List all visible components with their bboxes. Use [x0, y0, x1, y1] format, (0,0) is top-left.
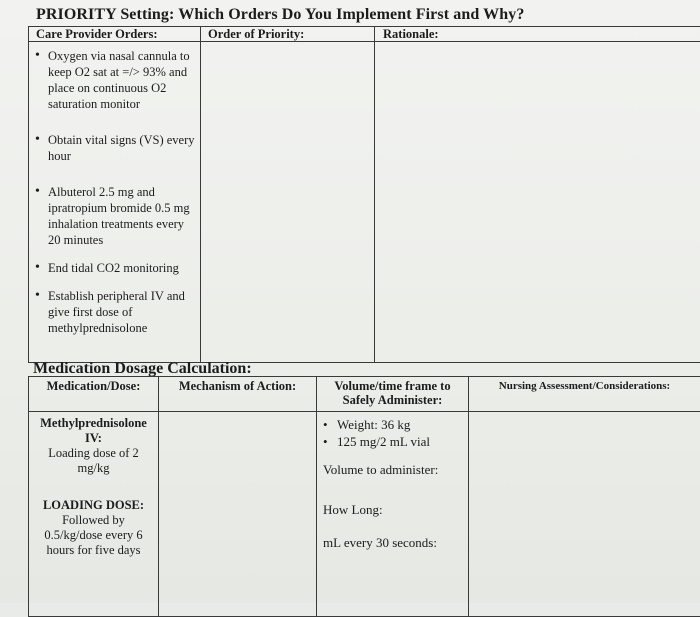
ml-every-label: mL every 30 seconds:	[323, 535, 464, 550]
vial-item: • 125 mg/2 mL vial	[323, 433, 464, 450]
medication-header-row	[29, 377, 700, 412]
medication-dose-header: Medication/Dose:	[29, 377, 159, 412]
order-oxygen: • Oxygen via nasal cannula to keep O2 sat at =/> 93% and place on continuous O2 saturation monitor	[35, 48, 196, 112]
orders-cell	[29, 42, 201, 363]
volume-cell	[317, 412, 469, 617]
order-albuterol: • Albuterol 2.5 mg and ipratropium bromide 0.5 mg inhalation treatments every 20 minutes	[35, 184, 196, 248]
priority-body-row	[29, 42, 700, 363]
order-of-priority-header: Order of Priority:	[201, 27, 375, 42]
how-long-label: How Long:	[323, 502, 464, 517]
rationale-cell[interactable]	[375, 42, 700, 363]
care-provider-orders-header: Care Provider Orders:	[29, 27, 201, 42]
nursing-considerations-cell[interactable]	[469, 412, 700, 617]
order-peripheral-iv: • Establish peripheral IV and give first dose of methylprednisolone	[35, 288, 196, 336]
medication-table	[28, 376, 700, 617]
mechanism-cell[interactable]	[159, 412, 317, 617]
orders-list	[35, 48, 196, 336]
priority-header-row	[29, 27, 700, 42]
mechanism-header: Mechanism of Action:	[159, 377, 317, 412]
priority-table	[28, 26, 700, 363]
medication-dose-cell	[29, 412, 159, 617]
order-of-priority-cell[interactable]	[201, 42, 375, 363]
rationale-header: Rationale:	[375, 27, 700, 42]
nursing-considerations-header: Nursing Assessment/Considerations:	[469, 377, 700, 412]
weight-item: • Weight: 36 kg	[323, 416, 464, 433]
order-end-tidal-co2: • End tidal CO2 monitoring	[35, 260, 196, 276]
medication-name: Methylprednisolone IV: Loading dose of 2 mg/kg	[33, 416, 154, 476]
order-vital-signs: • Obtain vital signs (VS) every hour	[35, 132, 196, 164]
section-title: Medication Dosage Calculation:	[33, 360, 252, 378]
page-title: PRIORITY Setting: Which Orders Do You Implement First and Why?	[36, 6, 524, 24]
volume-timeframe-header: Volume/time frame to Safely Administer:	[317, 377, 469, 412]
medication-body-row	[29, 412, 700, 617]
loading-dose-block: LOADING DOSE: Followed by 0.5/kg/dose every 6 hours for five days	[33, 498, 154, 558]
volume-to-administer-label: Volume to administer:	[323, 462, 464, 477]
